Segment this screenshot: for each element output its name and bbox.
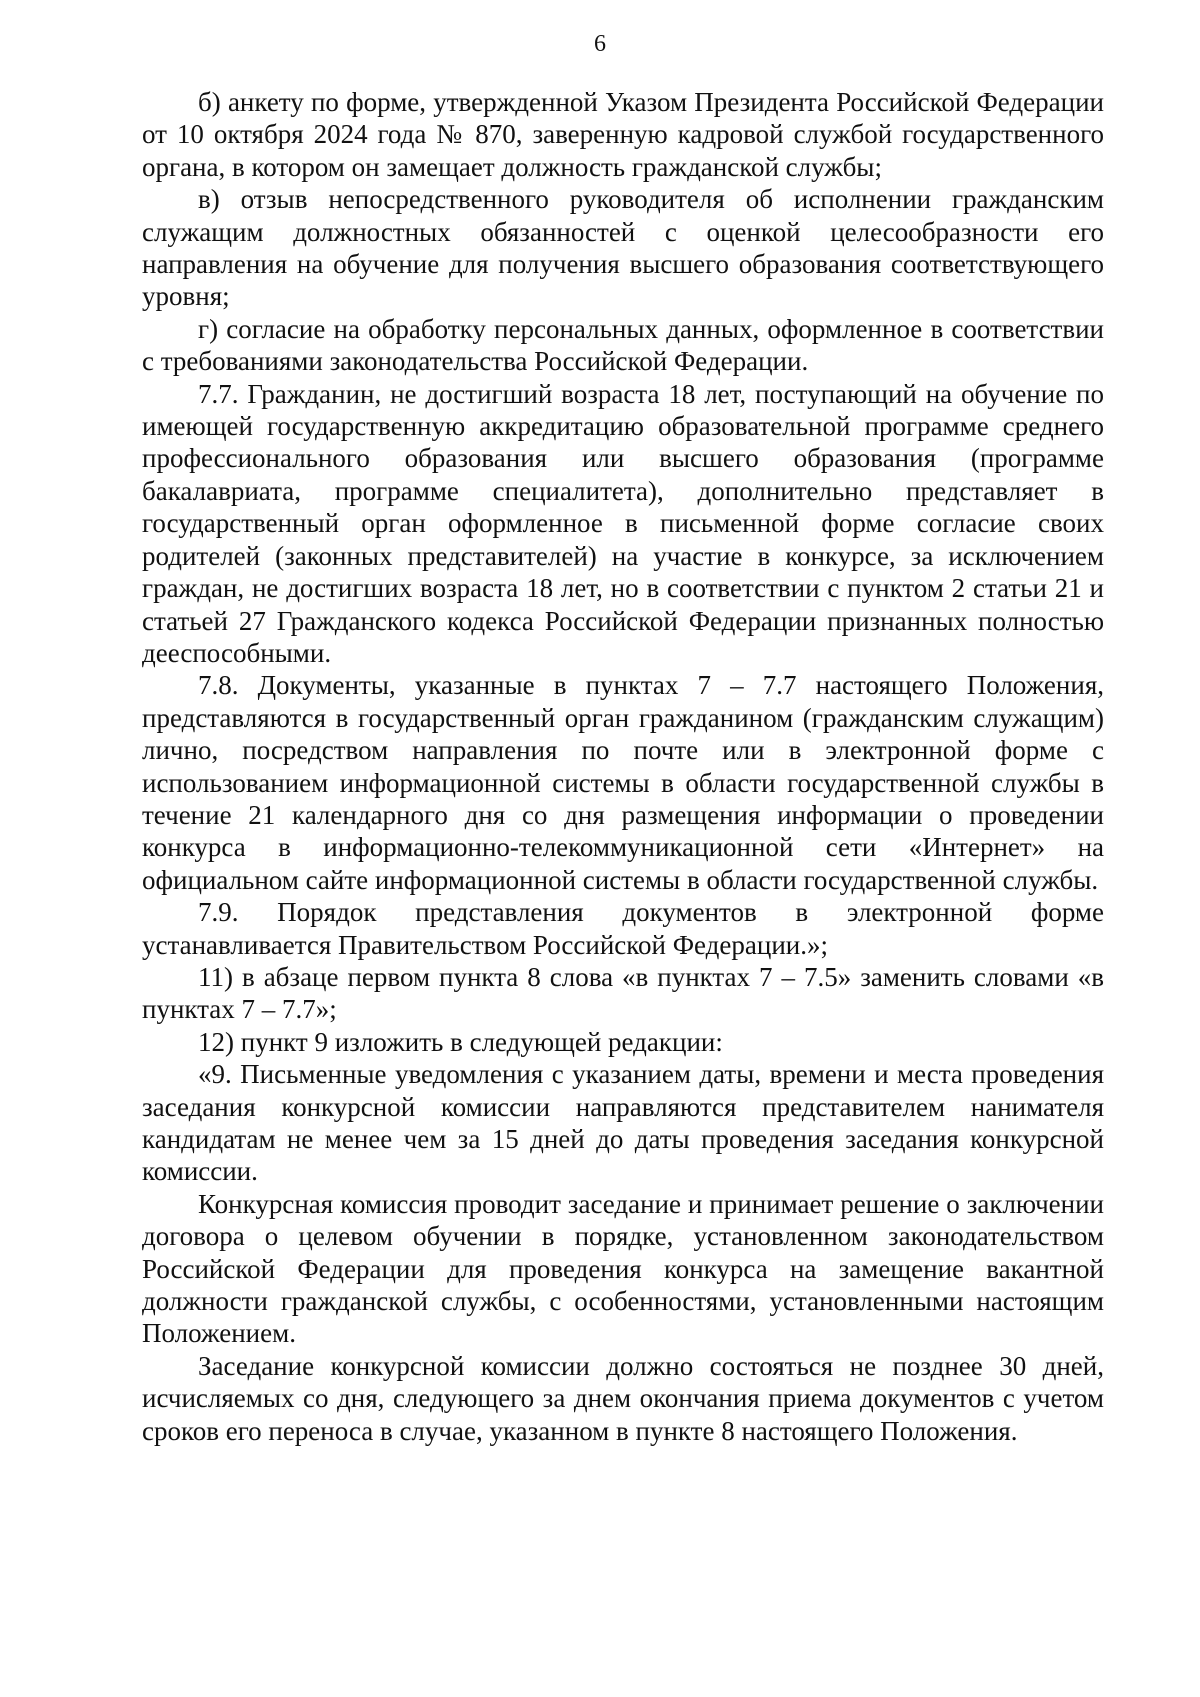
paragraph-commission-meeting: Конкурсная комиссия проводит заседание и принимает решение о заключении договора о целевом обучении в порядке, установленном законодательством Российской Федерации для проведения конкурса на замещение вакантной должности гражданской службы, с особенностями, установленными настоящим Положением. [142,1188,1104,1349]
page-number: 6 [594,31,606,57]
paragraph-v-supervisor-review: в) отзыв непосредственного руководителя об исполнении гражданским служащим должностных обязанностей с оценкой целесообразности его направления на обучение для получения высшего образования соответствующего уровня; [142,184,1104,312]
paragraph-9-notifications: «9. Письменные уведомления с указанием даты, времени и места проведения заседания конкурсной комиссии направляются представителем нанимателя кандидатам не менее чем за 15 дней до даты проведения заседания конкурсной комиссии. [142,1059,1104,1187]
paragraph-g-personal-data-consent: г) согласие на обработку персональных данных, оформленное в соответствии с требованиями законодательства Российской Федерации. [142,313,1104,377]
paragraph-meeting-deadline: Заседание конкурсной комиссии должно состояться не позднее 30 дней, исчисляемых со дня, следующего за днем окончания приема документов с учетом сроков его переноса в случае, указанном в пункте 8 настоящего Положения. [142,1350,1104,1446]
paragraph-7-9: 7.9. Порядок представления документов в электронной форме устанавливается Правительством Российской Федерации.»; [142,897,1104,960]
paragraph-7-8: 7.8. Документы, указанные в пунктах 7 – 7.7 настоящего Положения, представляются в государственный орган гражданином (гражданским служащим) лично, посредством направления по почте или в электронной форме с использованием информационной системы в области государственной службы в течение 21 календарного дня со дня размещения информации о проведении конкурса в информационно-телекоммуникационной сети «Интернет» на официальном сайте информационной системы в области государственной службы. [142,670,1104,895]
paragraph-item-12: 12) пункт 9 изложить в следующей редакции: [198,1026,723,1057]
paragraph-item-11: 11) в абзаце первом пункта 8 слова «в пунктах 7 – 7.5» заменить словами «в пунктах 7 – 7.7»; [142,961,1104,1025]
paragraph-7-7: 7.7. Гражданин, не достигший возраста 18 лет, поступающий на обучение по имеющей государственную аккредитацию образовательной программе среднего профессионального образования или высшего образования (программе бакалавриата, программе специалитета), дополнительно представляет в государственный орган оформленное в письменной форме согласие своих родителей (законных представителей) на участие в конкурсе, за исключением граждан, не достигших возраста 18 лет, но в соответствии с пунктом 2 статьи 21 и статьей 27 Гражданского кодекса Российской Федерации признанных полностью дееспособными. [142,378,1104,668]
document-body [142,86,1104,1447]
paragraph-b-questionnaire: б) анкету по форме, утвержденной Указом Президента Российской Федерации от 10 октября 2024 года № 870, заверенную кадровой службой государственного органа, в котором он замещает должность гражданской службы; [142,87,1104,182]
